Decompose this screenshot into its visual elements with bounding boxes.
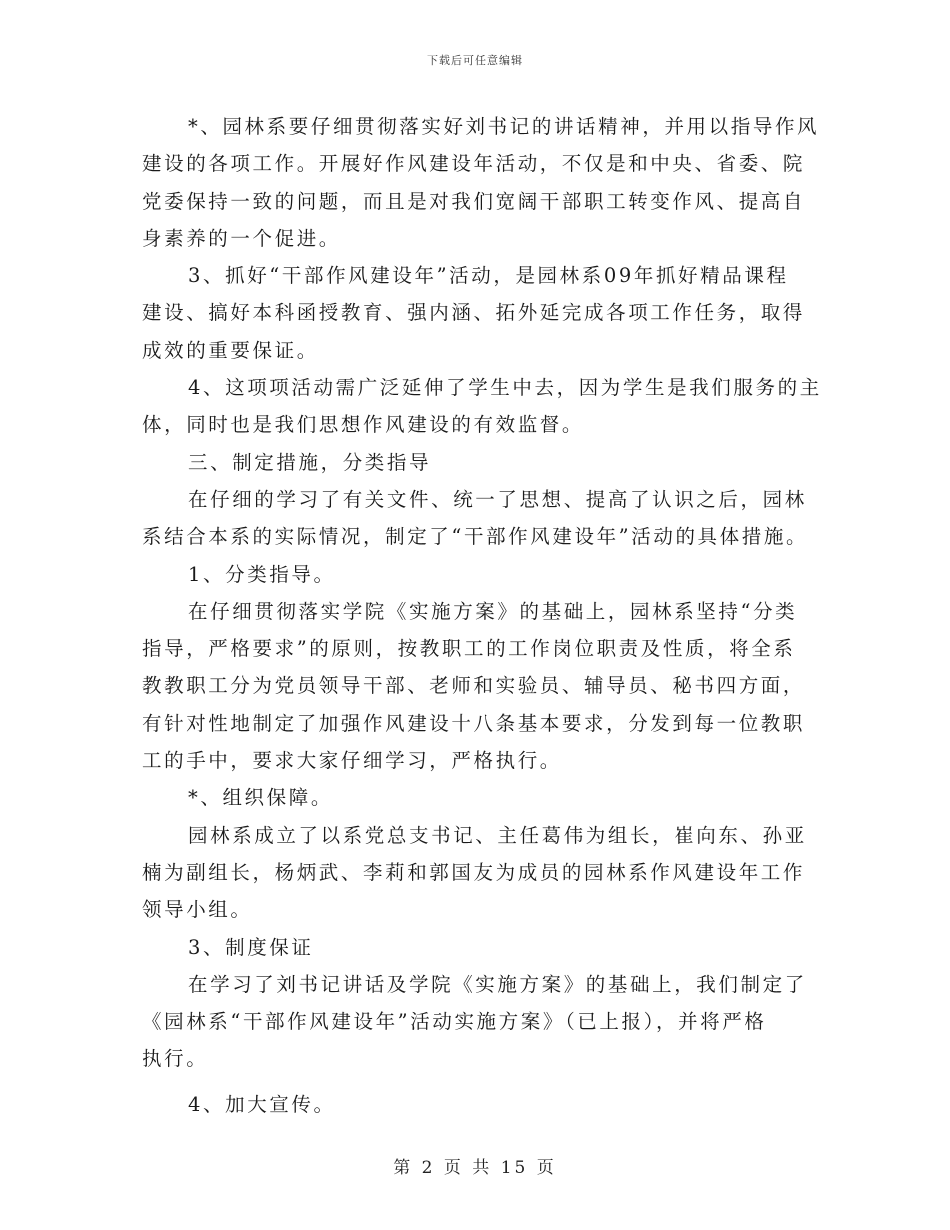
- page-number: 第 2 页 共 15 页: [393, 1158, 557, 1178]
- paragraph-line: 体，同时也是我们思想作风建设的有效监督。: [142, 413, 585, 437]
- section-heading: 三、制定措施，分类指导: [188, 450, 432, 474]
- paragraph-line: 在学习了刘书记讲话及学院《实施方案》的基础上，我们制定了: [188, 972, 807, 996]
- paragraph-line: 《园林系“干部作风建设年”活动实施方案》（已上报），并将严格: [142, 1010, 767, 1034]
- paragraph-line: 成效的重要保证。: [142, 338, 319, 362]
- paragraph-line: 教教职工分为党员领导干部、老师和实验员、辅导员、秘书四方面，: [142, 674, 806, 698]
- paragraph-line: 楠为副组长，杨炳武、李莉和郭国友为成员的园林系作风建设年工作: [142, 860, 806, 884]
- subsection-heading: 3、制度保证: [188, 935, 314, 959]
- paragraph-line: 在仔细贯彻落实学院《实施方案》的基础上，园林系坚持“分类: [188, 599, 798, 623]
- paragraph-line: 在仔细的学习了有关文件、统一了思想、提高了认识之后，园林: [188, 487, 807, 511]
- paragraph-line: 园林系成立了以系党总支书记、主任葛伟为组长，崔向东、孙亚: [188, 823, 807, 847]
- paragraph-line: 系结合本系的实际情况，制定了“干部作风建设年”活动的具体措施。: [142, 525, 809, 549]
- paragraph-line: 工的手中，要求大家仔细学习，严格执行。: [142, 749, 562, 773]
- paragraph-line: 指导，严格要求”的原则，按教职工的工作岗位职责及性质，将全系: [142, 637, 796, 661]
- paragraph-line: 党委保持一致的问题，而且是对我们宽阔干部职工转变作风、提高自: [142, 189, 806, 213]
- subsection-heading: *、组织保障。: [188, 786, 333, 810]
- header-note: 下载后可任意编辑: [427, 54, 523, 67]
- document-body: [142, 108, 822, 1123]
- paragraph-line: 领导小组。: [142, 898, 253, 922]
- paragraph-line: *、园林系要仔细贯彻落实好刘书记的讲话精神，并用以指导作风: [188, 115, 820, 138]
- subsection-heading: 4、加大宣传。: [188, 1092, 336, 1116]
- spacer: [142, 1078, 808, 1086]
- paragraph-line: 建设、搞好本科函授教育、强内涵、拓外延完成各项工作任务，取得: [142, 301, 806, 325]
- paragraph-line: 身素养的一个促进。: [142, 226, 341, 250]
- subsection-heading: 1、分类指导。: [188, 562, 336, 586]
- paragraph-line: 4、这项项活动需广泛延伸了学生中去，因为学生是我们服务的主: [188, 376, 822, 400]
- paragraph-line: 有针对性地制定了加强作风建设十八条基本要求，分发到每一位教职: [142, 711, 806, 735]
- paragraph-line: 执行。: [142, 1047, 209, 1071]
- paragraph-line: 3、抓好“干部作风建设年”活动，是园林系09年抓好精品课程: [188, 264, 789, 288]
- paragraph-line: 建设的各项工作。开展好作风建设年活动，不仅是和中央、省委、院: [142, 152, 806, 176]
